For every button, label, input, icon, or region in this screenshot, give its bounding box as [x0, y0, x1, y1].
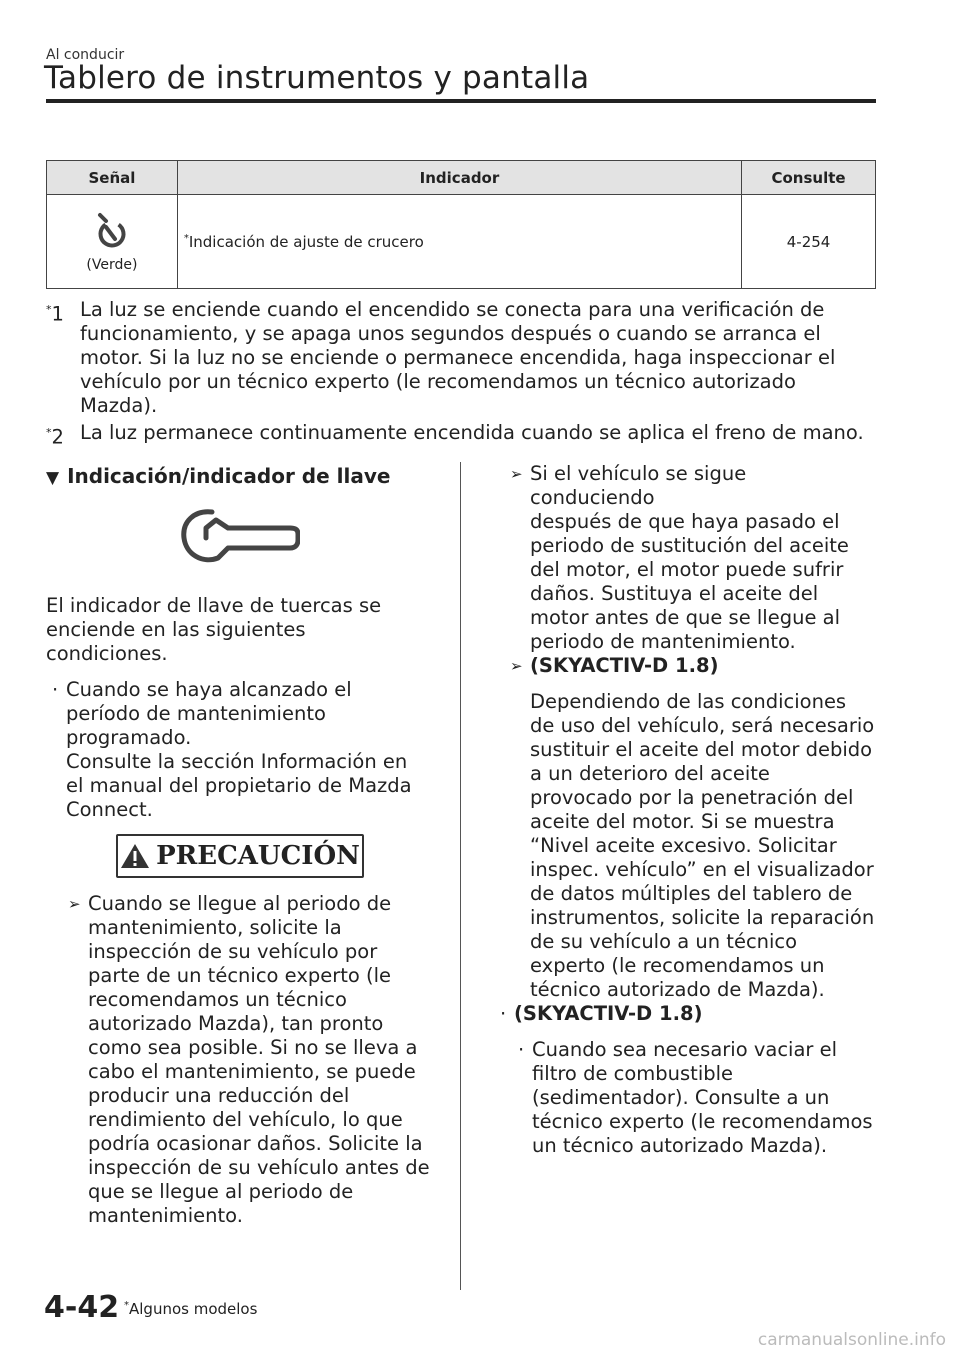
column-divider	[460, 462, 461, 1290]
indicator-cell	[177, 195, 741, 289]
ref-cell: 4-254	[742, 195, 876, 289]
page-title: Tablero de instrumentos y pantalla	[44, 60, 590, 96]
table-header-row	[47, 161, 876, 195]
list-item: ➢ Si el vehículo se sigue conduciendo después de que haya pasado el periodo de sustitución del aceite del motor, el motor puede sufrir daños. Sustituya el aceite del motor antes de que se llegue al periodo de mantenimiento.	[510, 462, 849, 653]
signal-cell	[47, 195, 178, 289]
intro-paragraph: El indicador de llave de tuercas se enciende en las siguientes condiciones.	[46, 594, 382, 665]
warning-triangle-icon	[120, 843, 150, 869]
list-item: · Cuando se haya alcanzado el período de mantenimiento programado. Consulte la sección Información en el manual del propietario de Mazda Connect.	[52, 678, 412, 821]
section-label: Al conducir	[46, 47, 125, 63]
indicator-mark: *	[183, 232, 189, 244]
cruise-set-icon	[95, 211, 129, 251]
list-item: · (SKYACTIV-D 1.8)	[500, 1002, 703, 1025]
header-rule	[46, 99, 876, 103]
list-item: · Cuando sea necesario vaciar el filtro de combustible (sedimentador). Consulte a un técnico experto (le recomendamos un técnico autorizado Mazda).	[518, 1038, 873, 1157]
caution-title: PRECAUCIÓN	[156, 841, 360, 871]
list-item: ➢ (SKYACTIV-D 1.8) Dependiendo de las condiciones de uso del vehículo, será necesario sustituir el aceite del motor debido a un deterioro del aceite provocado por la penetración del aceite del motor. Si se muestra “Nivel aceite excesivo. Solicitar inspec. vehículo” en el visualizador de datos múltiples del tablero de instrumentos, solicite la reparación de su vehículo a un técnico experto (le recomendamos un técnico autorizado de Mazda).	[510, 654, 875, 1001]
left-column	[46, 462, 436, 1228]
footnote-line: motor. Si la luz no se enciende o permanece encendida, haga inspeccionar el	[80, 346, 836, 369]
indicator-table	[46, 160, 876, 289]
arrow-bullet-icon: ➢	[68, 895, 81, 913]
footnote-line: La luz se enciende cuando el encendido se conecta para una verificación de	[80, 298, 825, 321]
arrow-bullet-icon: ➢	[510, 657, 523, 675]
wrench-icon	[176, 506, 300, 568]
caution-box	[116, 834, 364, 878]
signal-note: (Verde)	[86, 256, 138, 273]
table-header-signal: Señal	[47, 161, 178, 195]
footnote-line: Mazda).	[80, 394, 158, 417]
footnote-mark: *2	[46, 425, 64, 449]
wrench-figure	[46, 490, 436, 582]
arrow-bullet-icon: ➢	[510, 465, 523, 483]
table-header-indicator: Indicador	[177, 161, 741, 195]
footnote-mark: *1	[46, 302, 64, 326]
table-row	[47, 195, 876, 289]
footnote-2	[46, 421, 876, 449]
table-header-ref: Consulte	[742, 161, 876, 195]
footnote-line: funcionamiento, y se apaga unos segundos después o cuando se arranca el	[80, 322, 821, 345]
down-triangle-icon: ▼	[46, 468, 60, 488]
footnote-1	[46, 298, 876, 418]
page-number: 4-42	[44, 1290, 120, 1325]
caution-item: ➢ Cuando se llegue al periodo de mantenimiento, solicite la inspección de su vehículo por parte de un técnico experto (le recomendamos un técnico autorizado Mazda), tan pronto como sea posible. Si no se lleva a cabo el mantenimiento, se puede producir una reducción del rendimiento del vehículo, lo que podría ocasionar daños. Solicite la inspección de su vehículo antes de que se llegue al periodo de mantenimiento.	[68, 892, 430, 1227]
footnote-line: La luz permanece continuamente encendida cuando se aplica el freno de mano.	[80, 421, 864, 444]
indicator-text: Indicación de ajuste de crucero	[188, 232, 424, 251]
watermark: carmanualsonline.info	[757, 1330, 946, 1350]
section-heading: ▼ Indicación/indicador de llave	[46, 464, 391, 488]
footnote-line: vehículo por un técnico experto (le recomendamos un técnico autorizado	[80, 370, 796, 393]
footer-note: *Algunos modelos	[124, 1300, 258, 1318]
right-column	[496, 462, 876, 1158]
